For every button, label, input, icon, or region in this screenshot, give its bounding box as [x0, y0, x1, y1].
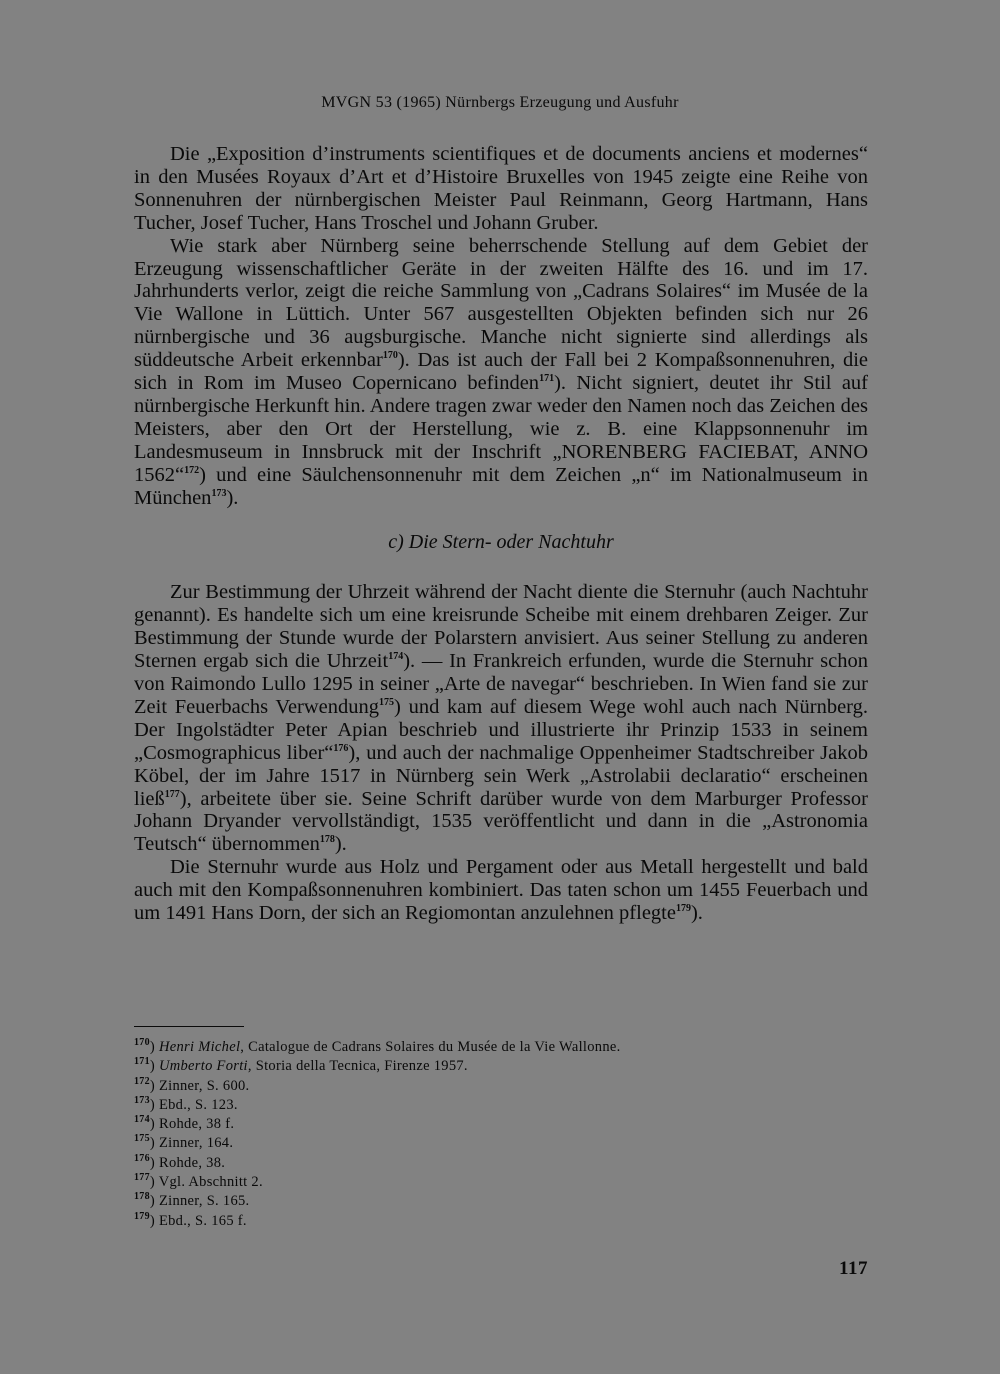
footnote-ref-172: 172: [184, 464, 200, 476]
footnote-ref-178: 178: [319, 834, 335, 846]
footnote-text: , Storia della Tecnica, Firenze 1957.: [247, 1058, 468, 1075]
text-segment: ) und kam auf diesem Wege wohl auch nach Nürnberg. Der Ingolstädter Peter Apian beschrieb und illustrierte ihr Prinzip 1533 in seinem „Cosmographicus liber“: [134, 695, 869, 764]
text-segment: ).: [690, 902, 703, 925]
footnote-number: 174: [134, 1114, 150, 1126]
footnote-ref-174: 174: [388, 651, 404, 663]
text-segment: ). Nicht signiert, deutet ihr Stil auf nürnbergische Herkunft hin. Andere tragen zwar weder den Namen noch das Zeichen des Meisters, aber den Ort der Herstellung, wie z. B. eine Klappsonnenuhr im Landesmuseum in Innsbruck mit der Inschrift „NORENBERG FACIEBAT, ANNO 1562“: [134, 372, 869, 486]
section-heading: c) Die Stern- oder Nachtuhr: [388, 530, 614, 553]
footnote-ref-175: 175: [379, 697, 395, 709]
footnote-author: Umberto Forti: [158, 1058, 248, 1075]
footnote-number: 173: [134, 1095, 150, 1107]
footnote-174: $^{174}$) Rohde, 38 f.: [134, 1114, 235, 1133]
footnote-text: Ebd., S. 123.: [158, 1096, 238, 1113]
footnote-text: Rohde, 38.: [158, 1154, 226, 1171]
paragraph-sternuhr-bestimmung: [134, 581, 868, 856]
text-segment: ). — In Frankreich erfunden, wurde die Sternuhr schon von Raimondo Lullo 1295 in seiner „Arte de navegar“ beschrieben. In Wien fand sie zur Zeit Feuerbachs Verwendung: [134, 650, 868, 718]
footnote-171: $^{171}$) Umberto Forti, Storia della Tecnica, Firenze 1957.: [134, 1056, 468, 1075]
running-header: MVGN 53 (1965) Nürnbergs Erzeugung und Ausfuhr: [321, 94, 679, 111]
footnote-number: 171: [134, 1056, 150, 1068]
text-segment: ), arbeitete über sie. Seine Schrift darüber wurde von dem Marburger Professor Johann Dryander vervollständigt, 1535 veröffentlicht und dann in die „Astronomia Teutsch“ übernommen: [134, 787, 868, 856]
footnote-number: 177: [134, 1172, 150, 1184]
footnote-author: Henri Michel: [158, 1039, 241, 1055]
footnote-178: $^{178}$) Zinner, S. 165.: [134, 1191, 250, 1210]
page-number: 117: [839, 1258, 868, 1279]
footnote-ref-170: 170: [382, 350, 398, 362]
footnote-text: Rohde, 38 f.: [158, 1116, 235, 1133]
footnote-number: 175: [134, 1133, 150, 1145]
paragraph-sternuhr-material: [134, 856, 868, 925]
text-segment: ).: [226, 486, 239, 509]
footnote-ref-176: 176: [333, 742, 349, 754]
footnote-number: 178: [134, 1191, 150, 1203]
paragraph-exposition: Die „Exposition d’instruments scientifiques et de documents anciens et modernes“ in den Musées Royaux d’Art et d’Histoire Bruxelles von 1945 zeigte eine Reihe von Sonnenuhren der nürnbergischen Meister Paul Reinmann, Georg Hartmann, Hans Tucher, Josef Tucher, Hans Troschel und Johann Gruber.: [134, 143, 868, 234]
footnote-170: $^{170}$) Henri Michel, Catalogue de Cadrans Solaires du Musée de la Vie Wallonne.: [134, 1037, 621, 1055]
footnote-ref-171: 171: [539, 373, 555, 385]
footnote-text: Ebd., S. 165 f.: [158, 1212, 247, 1229]
footnote-number: 172: [134, 1075, 150, 1087]
text-segment: ) und eine Säulchensonnenuhr mit dem Zeichen „n“ im Nationalmuseum in München: [134, 463, 868, 509]
footnotes: [134, 1038, 868, 1231]
footnote-ref-173: 173: [211, 487, 227, 499]
footnote-text: Zinner, S. 165.: [158, 1193, 250, 1210]
footnote-number: 179: [134, 1210, 150, 1222]
footnote-text: , Catalogue de Cadrans Solaires du Musée de la Vie Wallonne.: [240, 1039, 621, 1055]
footnote-text: Vgl. Abschnitt 2.: [158, 1174, 263, 1191]
footnote-176: $^{176}$) Rohde, 38.: [134, 1152, 226, 1171]
paragraph-nuernberg-stellung: [134, 235, 868, 510]
footnote-divider: [134, 1026, 244, 1027]
footnote-173: $^{173}$) Ebd., S. 123.: [134, 1095, 238, 1113]
footnote-177: $^{177}$) Vgl. Abschnitt 2.: [134, 1172, 263, 1191]
text-segment: Zur Bestimmung der Uhrzeit während der Nacht diente die Sternuhr (auch Nachtuhr genannt). Es handelte sich um eine kreisrunde Scheibe mit einem drehbaren Zeiger. Zur Bestimmung der Stunde wurde der Polarstern anvisiert. Aus seiner Stellung zu anderen Sternen ergab sich die Uhrzeit: [134, 581, 868, 673]
footnote-172: $^{172}$) Zinner, S. 600.: [134, 1075, 250, 1094]
footnote-175: $^{175}$) Zinner, 164.: [134, 1133, 234, 1152]
text-segment: Wie stark aber Nürnberg seine beherrschende Stellung auf dem Gebiet der Erzeugung wissenschaftlicher Geräte in der zweiten Hälfte des 16. und im 17. Jahrhunderts verlor, zeigt die reiche Sammlung von „Cadrans Solaires“ im Musée de la Vie Wallone in Lüttich. Unter 567 ausgestellten Objekten befinden sich nur 26 nürnbergische und 36 augsburgische. Manche nicht signierte sind allerdings als süddeutsche Arbeit erkennbar: [134, 234, 868, 372]
footnote-ref-179: 179: [675, 903, 691, 915]
footnote-ref-177: 177: [164, 788, 180, 800]
text-segment: ), und auch der nachmalige Oppenheimer Stadtschreiber Jakob Köbel, der im Jahre 1517 in Nürnberg sein Werk „Astrolabii declaratio“ erscheinen ließ: [134, 741, 869, 810]
footnote-text: Zinner, 164.: [158, 1135, 234, 1152]
footnote-text: Zinner, S. 600.: [158, 1077, 250, 1094]
footnote-number: 176: [134, 1152, 150, 1164]
text-segment: ). Das ist auch der Fall bei 2 Kompaßsonnenuhren, die sich in Rom im Museo Copernicano befinden: [134, 349, 868, 395]
main-text: [134, 143, 868, 925]
text-segment: Die Sternuhr wurde aus Holz und Pergament oder aus Metall hergestellt und bald auch mit den Kompaßsonnenuhren kombiniert. Das taten schon um 1455 Feuerbach und um 1491 Hans Dorn, der sich an Regiomontan anzulehnen pflegte: [134, 856, 868, 925]
footnote-number: 170: [134, 1037, 150, 1049]
text-segment: ).: [334, 833, 347, 856]
footnote-179: $^{179}$) Ebd., S. 165 f.: [134, 1210, 247, 1229]
